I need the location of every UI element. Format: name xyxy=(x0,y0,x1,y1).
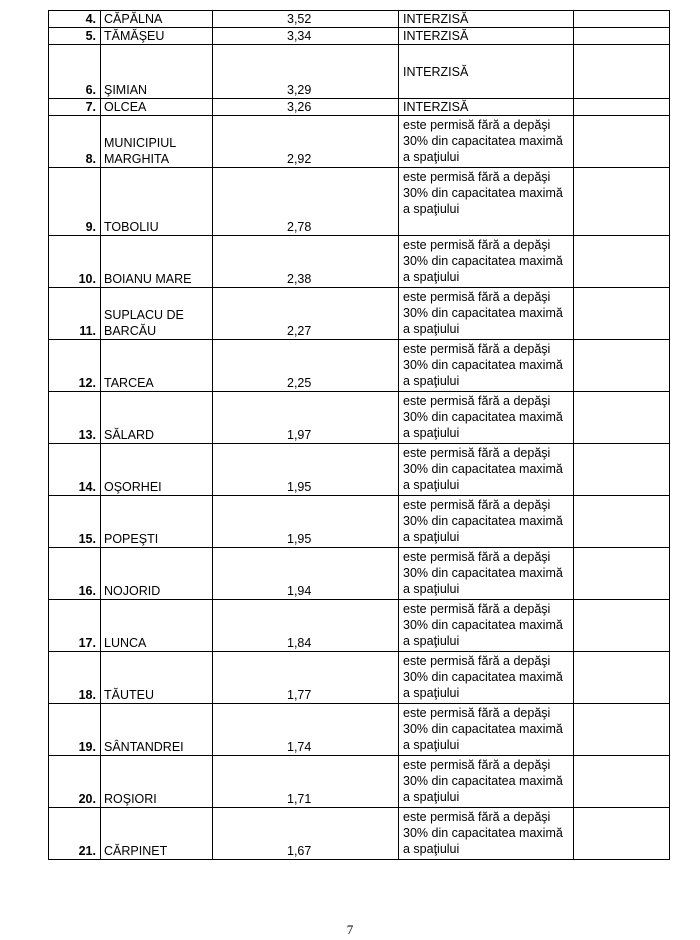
row-number: 14. xyxy=(49,444,101,496)
activity-status: este permisă fără a depăşi 30% din capacitatea maximă a spaţiului xyxy=(399,340,574,392)
row-number: 19. xyxy=(49,704,101,756)
row-number: 15. xyxy=(49,496,101,548)
activity-status: este permisă fără a depăşi 30% din capacitatea maximă a spaţiului xyxy=(399,236,574,288)
empty-cell xyxy=(574,340,670,392)
row-number: 5. xyxy=(49,28,101,45)
locality-name: OLCEA xyxy=(101,99,213,116)
table-row xyxy=(49,808,670,860)
incidence-rate: 1,94 xyxy=(213,548,399,600)
locality-name: NOJORID xyxy=(101,548,213,600)
page-number: 7 xyxy=(346,922,354,937)
table-row xyxy=(49,756,670,808)
table-row xyxy=(49,116,670,168)
locality-name: SĂLARD xyxy=(101,392,213,444)
activity-status: este permisă fără a depăşi 30% din capacitatea maximă a spaţiului xyxy=(399,288,574,340)
locality-name: ŞIMIAN xyxy=(101,45,213,99)
incidence-rate: 2,25 xyxy=(213,340,399,392)
row-number: 6. xyxy=(49,45,101,99)
activity-status: este permisă fără a depăşi 30% din capacitatea maximă a spaţiului xyxy=(399,168,574,236)
empty-cell xyxy=(574,236,670,288)
activity-status: este permisă fără a depăşi 30% din capacitatea maximă a spaţiului xyxy=(399,444,574,496)
incidence-rate: 1,77 xyxy=(213,652,399,704)
table-row xyxy=(49,444,670,496)
activity-status: este permisă fără a depăşi 30% din capacitatea maximă a spaţiului xyxy=(399,808,574,860)
activity-status: este permisă fără a depăşi 30% din capacitatea maximă a spaţiului xyxy=(399,496,574,548)
activity-status: INTERZISĂ xyxy=(399,28,574,45)
activity-status: este permisă fără a depăşi 30% din capacitatea maximă a spaţiului xyxy=(399,116,574,168)
empty-cell xyxy=(574,45,670,99)
locality-name: SUPLACU DE BARCĂU xyxy=(101,288,213,340)
incidence-rate: 3,52 xyxy=(213,11,399,28)
table-row xyxy=(49,392,670,444)
incidence-rate: 1,67 xyxy=(213,808,399,860)
row-number: 10. xyxy=(49,236,101,288)
empty-cell xyxy=(574,99,670,116)
row-number: 17. xyxy=(49,600,101,652)
incidence-rate: 2,38 xyxy=(213,236,399,288)
locality-name: TĂMĂŞEU xyxy=(101,28,213,45)
empty-cell xyxy=(574,652,670,704)
locality-name: LUNCA xyxy=(101,600,213,652)
incidence-rate: 1,71 xyxy=(213,756,399,808)
row-number: 4. xyxy=(49,11,101,28)
row-number: 7. xyxy=(49,99,101,116)
incidence-rate: 1,97 xyxy=(213,392,399,444)
incidence-rate: 1,74 xyxy=(213,704,399,756)
row-number: 12. xyxy=(49,340,101,392)
locality-name: TOBOLIU xyxy=(101,168,213,236)
locality-name: MUNICIPIUL MARGHITA xyxy=(101,116,213,168)
activity-status: este permisă fără a depăşi 30% din capacitatea maximă a spaţiului xyxy=(399,600,574,652)
incidence-table xyxy=(48,10,670,860)
row-number: 20. xyxy=(49,756,101,808)
incidence-rate: 2,27 xyxy=(213,288,399,340)
activity-status: este permisă fără a depăşi 30% din capacitatea maximă a spaţiului xyxy=(399,392,574,444)
row-number: 18. xyxy=(49,652,101,704)
locality-name: ROŞIORI xyxy=(101,756,213,808)
empty-cell xyxy=(574,756,670,808)
locality-name: OŞORHEI xyxy=(101,444,213,496)
table-row xyxy=(49,600,670,652)
empty-cell xyxy=(574,600,670,652)
locality-name: SÂNTANDREI xyxy=(101,704,213,756)
incidence-rate: 3,26 xyxy=(213,99,399,116)
table-row xyxy=(49,496,670,548)
table-row xyxy=(49,704,670,756)
activity-status: INTERZISĂ xyxy=(399,11,574,28)
activity-status: INTERZISĂ xyxy=(399,45,574,99)
empty-cell xyxy=(574,808,670,860)
activity-status: este permisă fără a depăşi 30% din capacitatea maximă a spaţiului xyxy=(399,548,574,600)
table-row xyxy=(49,11,670,28)
empty-cell xyxy=(574,548,670,600)
table-row xyxy=(49,45,670,99)
empty-cell xyxy=(574,444,670,496)
table-body xyxy=(49,11,670,860)
empty-cell xyxy=(574,496,670,548)
empty-cell xyxy=(574,28,670,45)
row-number: 21. xyxy=(49,808,101,860)
row-number: 16. xyxy=(49,548,101,600)
activity-status: INTERZISĂ xyxy=(399,99,574,116)
empty-cell xyxy=(574,116,670,168)
locality-name: CĂRPINET xyxy=(101,808,213,860)
empty-cell xyxy=(574,704,670,756)
incidence-rate: 1,95 xyxy=(213,444,399,496)
table-row xyxy=(49,548,670,600)
activity-status: este permisă fără a depăşi 30% din capacitatea maximă a spaţiului xyxy=(399,756,574,808)
table-row xyxy=(49,340,670,392)
locality-name: POPEŞTI xyxy=(101,496,213,548)
activity-status: este permisă fără a depăşi 30% din capacitatea maximă a spaţiului xyxy=(399,704,574,756)
table-row xyxy=(49,236,670,288)
incidence-rate: 2,78 xyxy=(213,168,399,236)
table-row xyxy=(49,99,670,116)
table-row xyxy=(49,288,670,340)
incidence-rate: 3,29 xyxy=(213,45,399,99)
incidence-rate: 3,34 xyxy=(213,28,399,45)
table-row xyxy=(49,168,670,236)
incidence-rate: 1,84 xyxy=(213,600,399,652)
empty-cell xyxy=(574,168,670,236)
locality-name: TĂUTEU xyxy=(101,652,213,704)
empty-cell xyxy=(574,288,670,340)
incidence-rate: 2,92 xyxy=(213,116,399,168)
activity-status: este permisă fără a depăşi 30% din capacitatea maximă a spaţiului xyxy=(399,652,574,704)
incidence-rate: 1,95 xyxy=(213,496,399,548)
table-row xyxy=(49,28,670,45)
row-number: 11. xyxy=(49,288,101,340)
locality-name: BOIANU MARE xyxy=(101,236,213,288)
table-row xyxy=(49,652,670,704)
row-number: 8. xyxy=(49,116,101,168)
row-number: 13. xyxy=(49,392,101,444)
empty-cell xyxy=(574,392,670,444)
row-number: 9. xyxy=(49,168,101,236)
empty-cell xyxy=(574,11,670,28)
locality-name: TARCEA xyxy=(101,340,213,392)
locality-name: CĂPĂLNA xyxy=(101,11,213,28)
